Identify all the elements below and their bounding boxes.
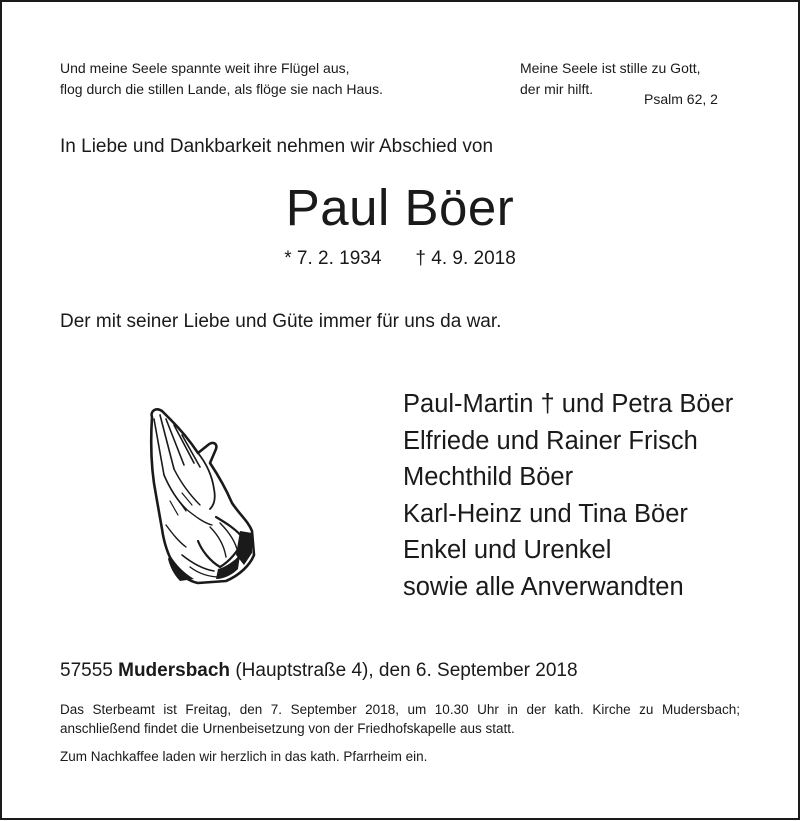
service-notice: Das Sterbeamt ist Freitag, den 7. September 2018, um 10.30 Uhr in der kath. Kirche zu Mudersbach; anschließend findet die Urnenbeisetzung von der Friedhofskapelle aus statt. [60, 702, 740, 736]
verse-right-line-2: der mir hilft. [520, 81, 594, 97]
verse-right-line-1: Meine Seele ist stille zu Gott, [520, 60, 701, 76]
birth-date: * 7. 2. 1934 [284, 248, 382, 269]
life-dates [0, 248, 800, 270]
mourner-line: Mechthild Böer [403, 463, 574, 491]
mourners-list [403, 386, 733, 605]
town-name: Mudersbach [118, 660, 231, 681]
death-date: † 4. 9. 2018 [415, 248, 516, 269]
mourner-line: Karl-Heinz und Tina Böer [403, 499, 688, 528]
verse-left-line-1: Und meine Seele spannte weit ihre Flügel aus, [60, 60, 350, 76]
place-and-date [60, 660, 578, 682]
verse-left [60, 58, 383, 100]
intro-text: In Liebe und Dankbarkeit nehmen wir Abschied von [60, 136, 494, 157]
mourner-line: Elfriede und Rainer Frisch [403, 426, 698, 455]
tribute-text: Der mit seiner Liebe und Güte immer für uns da war. [60, 311, 502, 332]
praying-hands-icon [140, 405, 258, 592]
deceased-name: Paul Böer [285, 179, 515, 236]
address-and-date: (Hauptstraße 4), den 6. September 2018 [235, 660, 578, 681]
mourner-line: Paul-Martin † und Petra Böer [403, 390, 734, 418]
mourner-line: Enkel und Urenkel [403, 536, 612, 564]
verse-left-line-2: flog durch die stillen Lande, als flöge sie nach Haus. [60, 81, 383, 97]
verse-reference: Psalm 62, 2 [644, 91, 718, 107]
coffee-invitation: Zum Nachkaffee laden wir herzlich in das kath. Pfarrheim ein. [60, 749, 428, 764]
zip-code: 57555 [60, 660, 113, 681]
mourner-line: sowie alle Anverwandten [403, 572, 684, 601]
